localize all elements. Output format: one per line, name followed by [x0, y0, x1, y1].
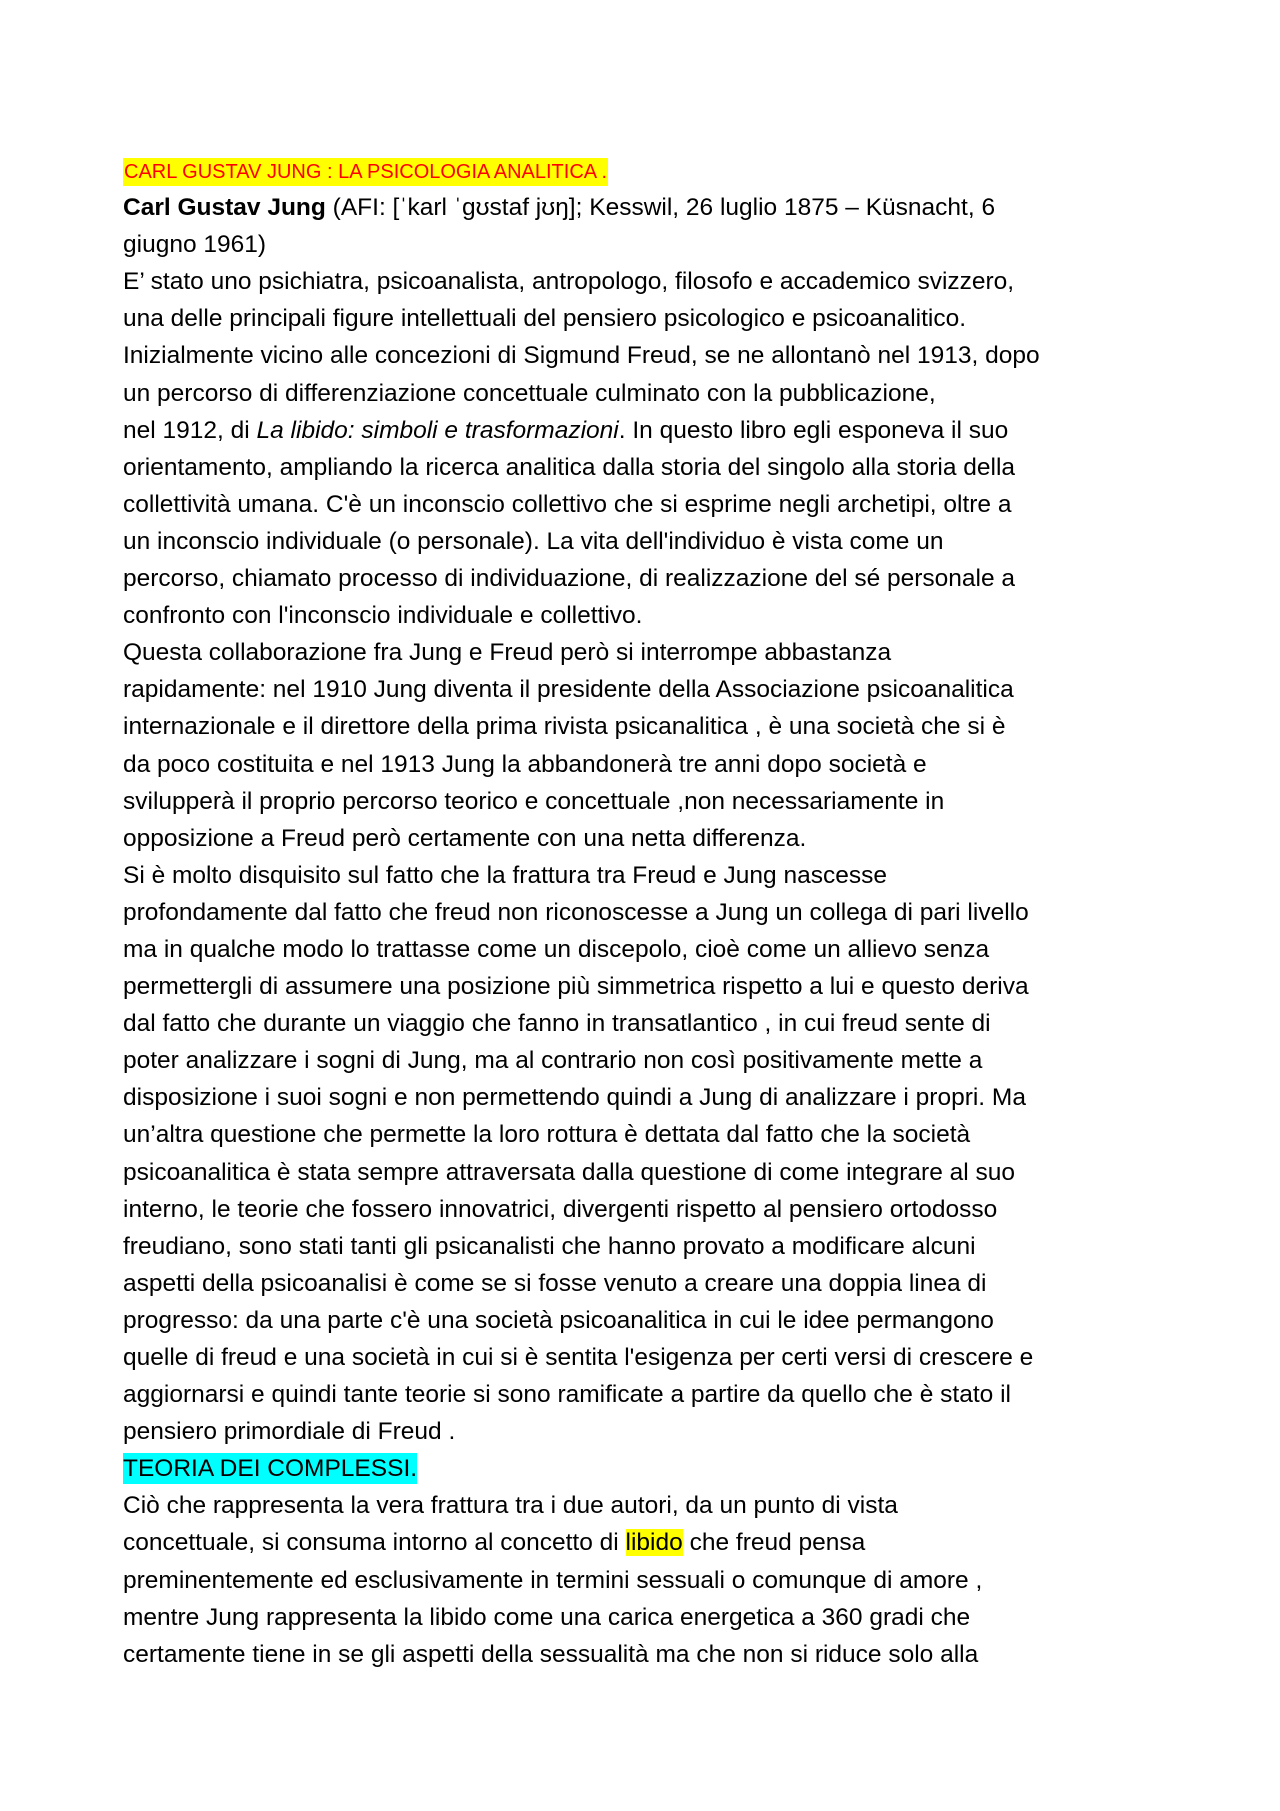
paragraph-3-line: freudiano, sono stati tanti gli psicanalisti che hanno provato a modificare alcuni: [123, 1232, 976, 1260]
paragraph-3-line: permettergli di assumere una posizione più simmetrica rispetto a lui e questo deriva: [123, 973, 1029, 1001]
paragraph-3-line: disposizione i suoi sogni e non permettendo quindi a Jung di analizzare i propri. Ma: [123, 1084, 1026, 1112]
section-heading: TEORIA DEI COMPLESSI.: [123, 1455, 418, 1483]
paragraph-4-line: mentre Jung rappresenta la libido come una carica energetica a 360 gradi che: [123, 1603, 971, 1631]
paragraph-3-line: un’altra questione che permette la loro rottura è dettata dal fatto che la società: [123, 1121, 971, 1149]
paragraph-3-line: Si è molto disquisito sul fatto che la frattura tra Freud e Jung nascesse: [123, 861, 887, 889]
paragraph-3-line: interno, le teorie che fossero innovatrici, divergenti rispetto al pensiero ortodosso: [123, 1195, 998, 1223]
paragraph-2-line: Questa collaborazione fra Jung e Freud però si interrompe abbastanza: [123, 639, 892, 667]
paragraph-4-line: [123, 1524, 1163, 1561]
paragraph-3-line: poter analizzare i sogni di Jung, ma al contrario non così positivamente mette a: [123, 1047, 983, 1075]
paragraph-2-line: rapidamente: nel 1910 Jung diventa il presidente della Associazione psicoanalitica: [123, 676, 1014, 704]
paragraph-3-line: ma in qualche modo lo trattasse come un discepolo, cioè come un allievo senza: [123, 935, 990, 963]
paragraph-3-line: dal fatto che durante un viaggio che fanno in transatlantico , in cui freud sente di: [123, 1010, 991, 1038]
intro-line-2: giugno 1961): [123, 231, 267, 259]
text-run: concettuale, si consuma intorno al concetto di: [123, 1529, 626, 1557]
paragraph-3-line: psicoanalitica è stata sempre attraversata dalla questione di come integrare al suo: [123, 1158, 1016, 1186]
paragraph-3-line: pensiero primordiale di Freud .: [123, 1418, 456, 1446]
paragraph-1-line: collettività umana. C'è un inconscio collettivo che si esprime negli archetipi, oltre a: [123, 490, 1012, 518]
paragraph-2-line: svilupperà il proprio percorso teorico e concettuale ,non necessariamente in: [123, 787, 945, 815]
paragraph-1-line: una delle principali figure intellettuali del pensiero psicologico e psicoanalitico.: [123, 305, 967, 333]
paragraph-4-line: Ciò che rappresenta la vera frattura tra i due autori, da un punto di vista: [123, 1492, 898, 1520]
text-run: . In questo libro egli esponeva il suo: [618, 416, 1009, 444]
book-title: La libido: simboli e trasformazioni: [256, 416, 619, 444]
paragraph-2-line: da poco costituita e nel 1913 Jung la abbandonerà tre anni dopo società e: [123, 750, 927, 778]
document-title: CARL GUSTAV JUNG : LA PSICOLOGIA ANALITICA .: [123, 158, 608, 186]
paragraph-1-line: E’ stato uno psichiatra, psicoanalista, antropologo, filosofo e accademico svizzero,: [123, 268, 1015, 296]
paragraph-3-line: aspetti della psicoanalisi è come se si fosse venuto a creare una doppia linea di: [123, 1269, 987, 1297]
paragraph-4-line: preminentemente ed esclusivamente in termini sessuali o comunque di amore ,: [123, 1566, 983, 1594]
intro-details: (AFI: [ˈkarl ˈɡʊstaf jʊŋ]; Kesswil, 26 luglio 1875 – Küsnacht, 6: [325, 194, 996, 222]
section-heading-line: [123, 1450, 1163, 1487]
paragraph-3-line: aggiornarsi e quindi tante teorie si sono ramificate a partire da quello che è stato il: [123, 1381, 1011, 1409]
paragraph-3-line: profondamente dal fatto che freud non riconoscesse a Jung un collega di pari livello: [123, 898, 1029, 926]
person-name: Carl Gustav Jung: [123, 194, 326, 222]
paragraph-1-line: Inizialmente vicino alle concezioni di Sigmund Freud, se ne allontanò nel 1913, dopo: [123, 342, 1040, 370]
title-line: [123, 152, 1163, 189]
intro-line-1: [123, 189, 1163, 226]
paragraph-1-line: confronto con l'inconscio individuale e collettivo.: [123, 602, 643, 630]
paragraph-3-line: quelle di freud e una società in cui si è sentita l'esigenza per certi versi di crescere e: [123, 1344, 1034, 1371]
paragraph-1-line: un percorso di differenziazione concettuale culminato con la pubblicazione,: [123, 379, 936, 407]
paragraph-2-line: opposizione a Freud però certamente con una netta differenza.: [123, 824, 807, 852]
paragraph-3-line: progresso: da una parte c'è una società psicoanalitica in cui le idee permangono: [123, 1306, 994, 1334]
document-body: [123, 152, 1163, 1673]
text-run: nel 1912, di: [123, 416, 257, 444]
paragraph-4-line: certamente tiene in se gli aspetti della sessualità ma che non si riduce solo alla: [123, 1640, 979, 1668]
paragraph-2-line: internazionale e il direttore della prima rivista psicanalitica , è una società che si è: [123, 713, 1006, 741]
paragraph-1-line: [123, 412, 1163, 449]
paragraph-1-line: orientamento, ampliando la ricerca analitica dalla storia del singolo alla storia della: [123, 453, 1016, 481]
highlighted-word: libido: [625, 1529, 683, 1557]
text-run: che freud pensa: [682, 1529, 866, 1557]
paragraph-1-line: percorso, chiamato processo di individuazione, di realizzazione del sé personale a: [123, 565, 1016, 593]
paragraph-1-line: un inconscio individuale (o personale). La vita dell'individuo è vista come un: [123, 527, 944, 555]
